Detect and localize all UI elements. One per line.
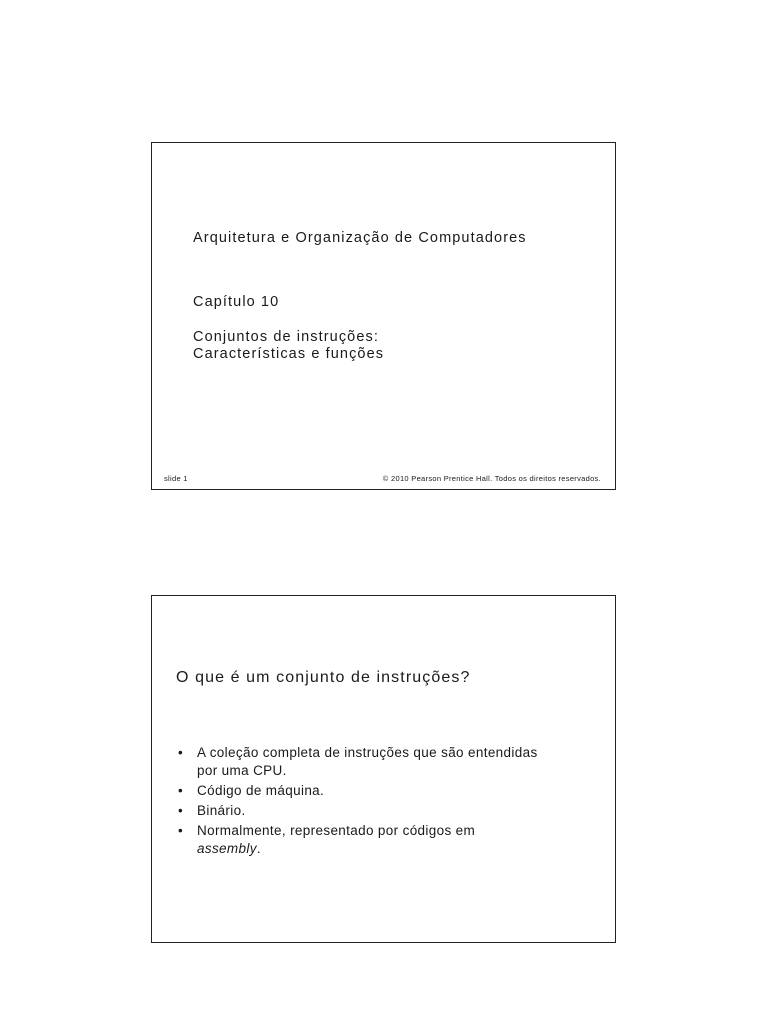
- bullet-text-line: Binário.: [197, 803, 246, 818]
- bullet-item: [176, 822, 606, 858]
- bullet-icon: •: [178, 803, 184, 818]
- bullet-item: [176, 782, 606, 800]
- slide-1-copyright: © 2010 Pearson Prentice Hall. Todos os direitos reservados.: [382, 474, 601, 483]
- bullet-text-line: Normalmente, representado por códigos em: [197, 823, 476, 838]
- slide-1: [151, 142, 616, 490]
- bullet-text-line: A coleção completa de instruções que são entendidas: [197, 745, 538, 760]
- bullet-text-line: por uma CPU.: [197, 763, 287, 778]
- assembly-term: assembly: [197, 841, 257, 856]
- bullet-text-line: Código de máquina.: [197, 783, 325, 798]
- period-suffix: .: [256, 841, 261, 856]
- slide-1-subtitle-line-1: Conjuntos de instruções:: [193, 329, 379, 345]
- bullet-icon: •: [178, 783, 184, 798]
- slide-1-chapter: Capítulo 10: [193, 294, 280, 310]
- slide-2-heading: O que é um conjunto de instruções?: [176, 669, 471, 686]
- bullet-item: [176, 802, 606, 820]
- bullet-text-line: [197, 840, 606, 858]
- slide-2: [151, 595, 616, 943]
- slide-1-footer-label: slide 1: [164, 474, 188, 483]
- bullet-icon: •: [178, 745, 184, 760]
- bullet-icon: •: [178, 823, 184, 838]
- slide-1-subtitle-line-2: Características e funções: [193, 346, 385, 362]
- bullet-item: [176, 744, 606, 780]
- slide-1-title: Arquitetura e Organização de Computadores: [193, 230, 527, 246]
- slide-2-bullet-list: [176, 744, 606, 860]
